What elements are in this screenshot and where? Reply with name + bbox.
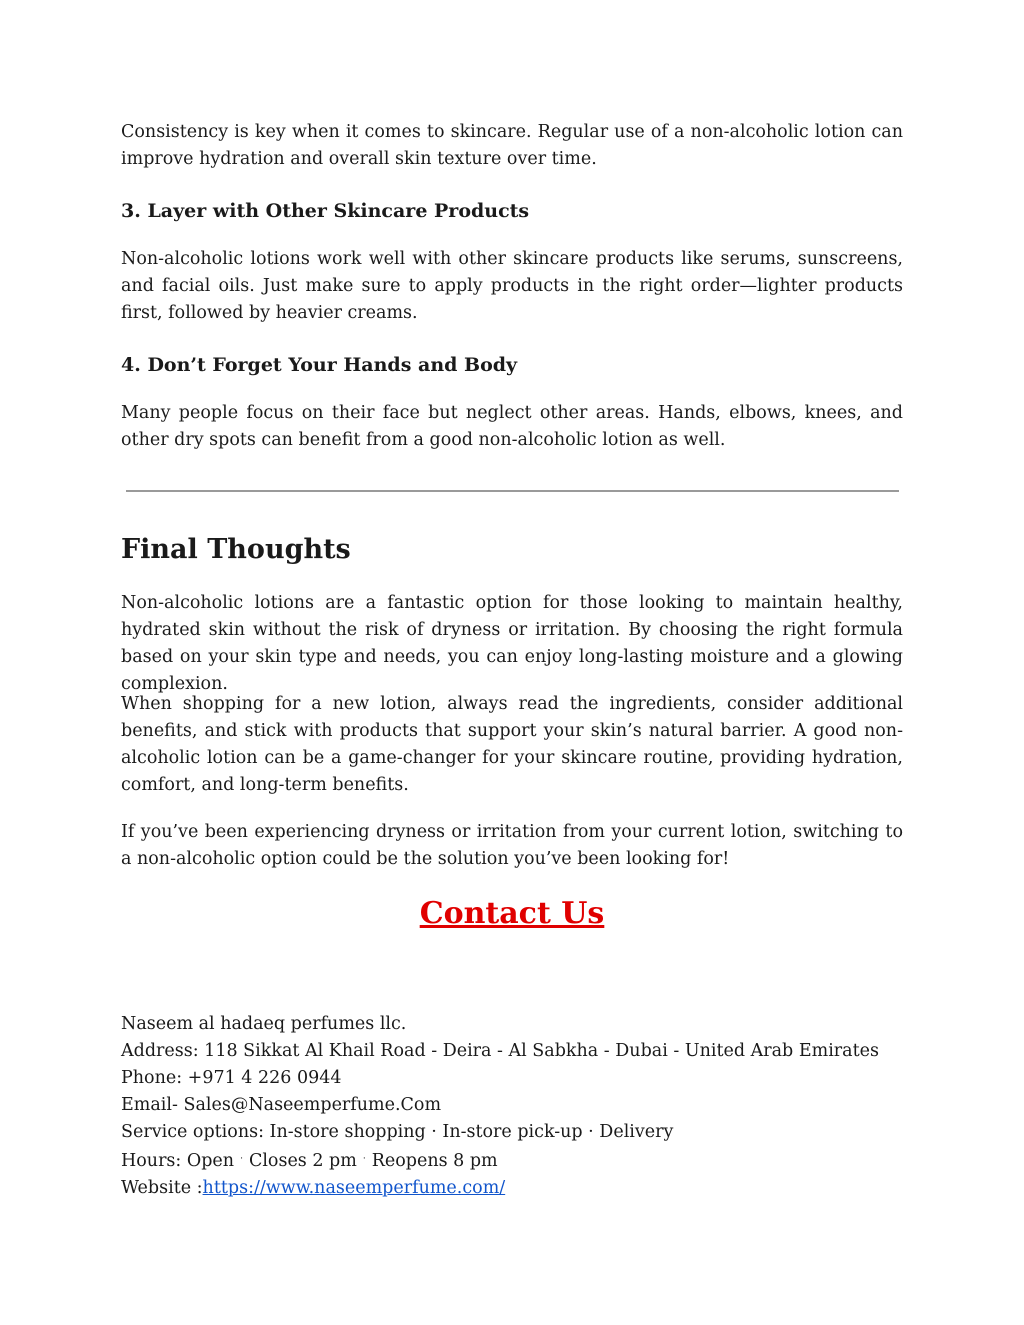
intro-paragraph: Consistency is key when it comes to skincare. Regular use of a non-alcoholic lotion can improve hydration and overall skin texture over time. <box>121 122 903 169</box>
service-options-line: Service options: In-store shopping · In-store pick-up · Delivery <box>121 1122 674 1142</box>
website-line <box>121 1175 903 1202</box>
contact-us-heading[interactable]: Contact Us <box>419 896 605 931</box>
section-body-hands-body: Many people focus on their face but neglect other areas. Hands, elbows, knees, and other dry spots can benefit from a good non-alcoholic lotion as well. <box>121 403 903 450</box>
final-thoughts-paragraph-1: Non-alcoholic lotions are a fantastic option for those looking to maintain healthy, hydrated skin without the risk of dryness or irritation. By choosing the right formula based on your skin type and needs, you can enjoy long-lasting moisture and a glowing complexion. <box>121 593 903 694</box>
final-thoughts-paragraph-2: When shopping for a new lotion, always read the ingredients, consider additional benefits, and stick with products that support your skin’s natural barrier. A good non-alcoholic lotion can be a game-changer for your skincare routine, providing hydration, comfort, and long-term benefits. <box>121 694 903 795</box>
website-link[interactable]: https://www.naseemperfume.com/ <box>202 1178 506 1198</box>
website-label: Website : <box>121 1178 203 1198</box>
horizontal-divider <box>126 490 899 492</box>
company-name: Naseem al hadaeq perfumes llc. <box>121 1014 407 1034</box>
final-thoughts-paragraph-3: If you’ve been experiencing dryness or irritation from your current lotion, switching to a non-alcoholic option could be the solution you’ve been looking for! <box>121 822 903 869</box>
hours-separator: · <box>362 1154 366 1164</box>
section-heading-hands-body: 4. Don’t Forget Your Hands and Body <box>121 354 518 376</box>
section-body-layer-products: Non-alcoholic lotions work well with other skincare products like serums, sunscreens, and facial oils. Just make sure to apply products in the right order—lighter products first, followed by heavier creams. <box>121 249 903 323</box>
section-heading-layer-products: 3. Layer with Other Skincare Products <box>121 200 530 222</box>
address-line: Address: 118 Sikkat Al Khail Road - Deira - Al Sabkha - Dubai - United Arab Emirates <box>121 1041 879 1061</box>
hours-reopens: Reopens 8 pm <box>371 1151 498 1171</box>
hours-open: Hours: Open <box>121 1151 235 1171</box>
contact-details <box>121 1011 903 1202</box>
hours-line <box>121 1146 903 1175</box>
hours-separator: · <box>240 1154 243 1164</box>
hours-closes: Closes 2 pm <box>248 1151 357 1171</box>
email-line: Email- Sales@Naseemperfume.Com <box>121 1095 442 1115</box>
final-thoughts-heading: Final Thoughts <box>121 534 351 565</box>
phone-line: Phone: +971 4 226 0944 <box>121 1068 342 1088</box>
